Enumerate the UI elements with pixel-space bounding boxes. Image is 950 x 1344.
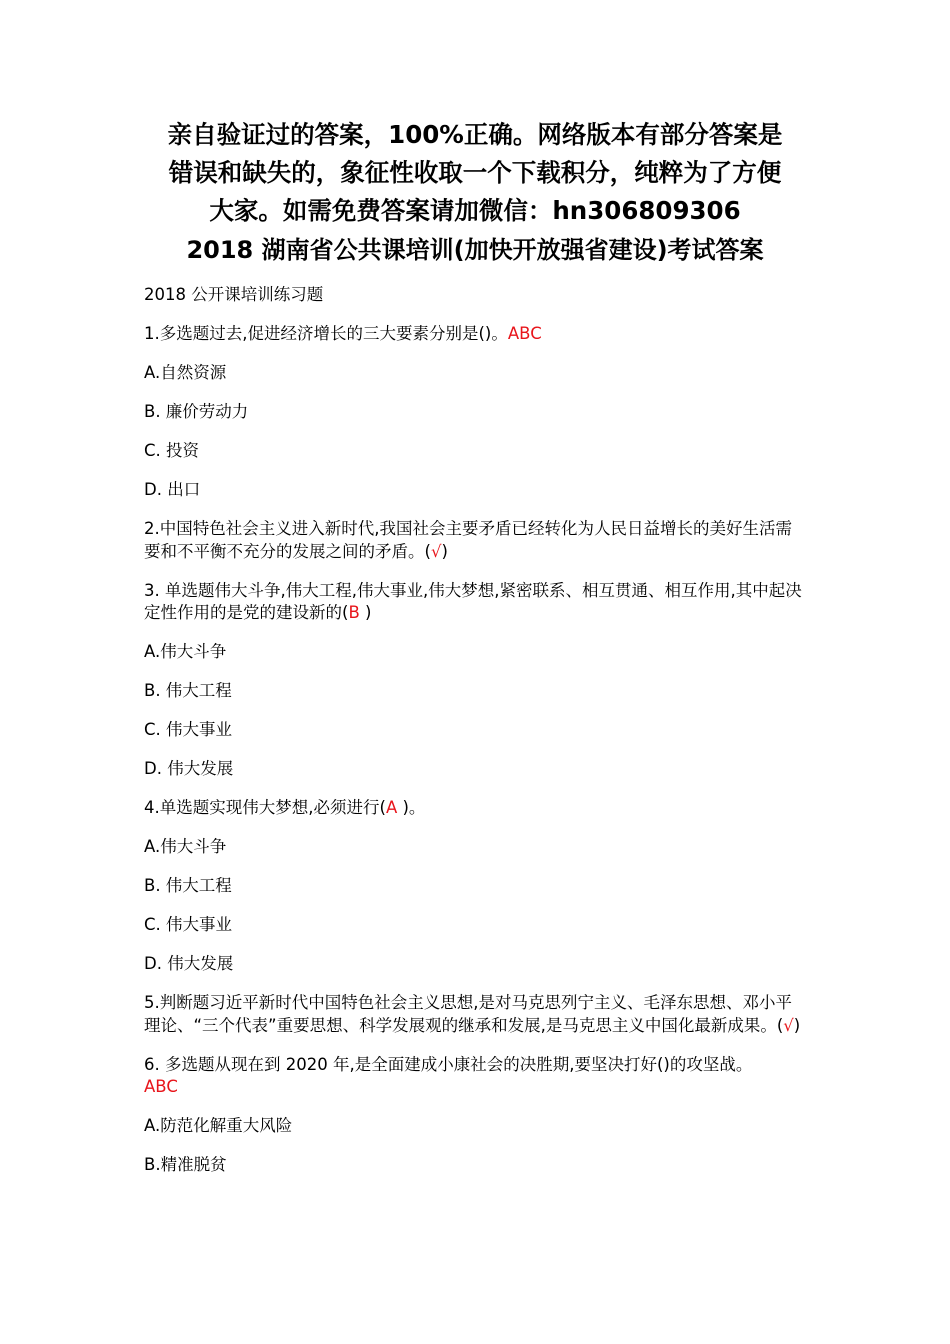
option-6b: B.精准脱贫 — [144, 1155, 227, 1174]
answer-key: B — [348, 603, 360, 622]
option-4a: A.伟大斗争 — [144, 837, 227, 856]
question-text: 2.中国特色社会主义进入新时代,我国社会主要矛盾已经转化为人民日益增长的美好生活需要和不平衡不充分的发展之间的矛盾。( — [144, 519, 792, 561]
paren-close: ) — [793, 1015, 801, 1035]
option-3d: D. 伟大发展 — [144, 759, 234, 778]
answer-key: √ — [430, 541, 442, 561]
option-1d: D. 出口 — [144, 480, 201, 499]
answer-key: ABC — [507, 324, 542, 343]
promo-line-3: 大家。如需免费答案请加微信：hn306809306 — [209, 196, 741, 225]
question-4 — [144, 797, 806, 820]
promo-line-2: 错误和缺失的，象征性收取一个下载积分，纯粹为了方便 — [168, 158, 782, 187]
question-3 — [144, 580, 806, 625]
question-text: 3. 单选题伟大斗争,伟大工程,伟大事业,伟大梦想,紧密联系、相互贯通、相互作用,其中起决定性作用的是党的建设新的( — [144, 580, 802, 622]
question-text: 1.多选题过去,促进经济增长的三大要素分别是()。 — [144, 324, 508, 343]
paren-close: ) — [441, 541, 448, 561]
answer-key: A — [385, 798, 398, 817]
option-1c: C. 投资 — [144, 441, 200, 460]
option-3a: A.伟大斗争 — [144, 642, 227, 661]
option-4c: C. 伟大事业 — [144, 915, 233, 934]
question-text: 5.判断题习近平新时代中国特色社会主义思想,是对马克思列宁主义、毛泽东思想、邓小平理论、“三个代表”重要思想、科学发展观的继承和发展,是马克思主义中国化最新成果。( — [144, 993, 792, 1035]
option-1b: B. 廉价劳动力 — [144, 402, 249, 421]
paren-close: )。 — [397, 798, 426, 817]
option-4b: B. 伟大工程 — [144, 876, 232, 895]
question-5 — [144, 992, 806, 1037]
question-1 — [144, 323, 806, 346]
question-text: 4.单选题实现伟大梦想,必须进行( — [144, 798, 386, 817]
promo-banner — [140, 116, 810, 230]
subtitle: 2018 公开课培训练习题 — [144, 285, 324, 304]
option-1a: A.自然资源 — [144, 363, 227, 382]
answer-key: √ — [783, 1015, 794, 1035]
document-title: 2018 湖南省公共课培训(加快开放强省建设)考试答案 — [186, 236, 764, 264]
answer-key: ABC — [144, 1077, 178, 1096]
question-6 — [144, 1054, 806, 1099]
promo-line-1: 亲自验证过的答案，100%正确。网络版本有部分答案是 — [167, 120, 783, 149]
option-6a: A.防范化解重大风险 — [144, 1116, 293, 1135]
question-2 — [144, 518, 806, 563]
option-4d: D. 伟大发展 — [144, 954, 234, 973]
option-3c: C. 伟大事业 — [144, 720, 233, 739]
document-body — [144, 284, 806, 1193]
paren-close: ) — [359, 603, 372, 622]
question-text: 6. 多选题从现在到 2020 年,是全面建成小康社会的决胜期,要坚决打好()的攻坚战。 — [144, 1054, 753, 1074]
option-3b: B. 伟大工程 — [144, 681, 232, 700]
